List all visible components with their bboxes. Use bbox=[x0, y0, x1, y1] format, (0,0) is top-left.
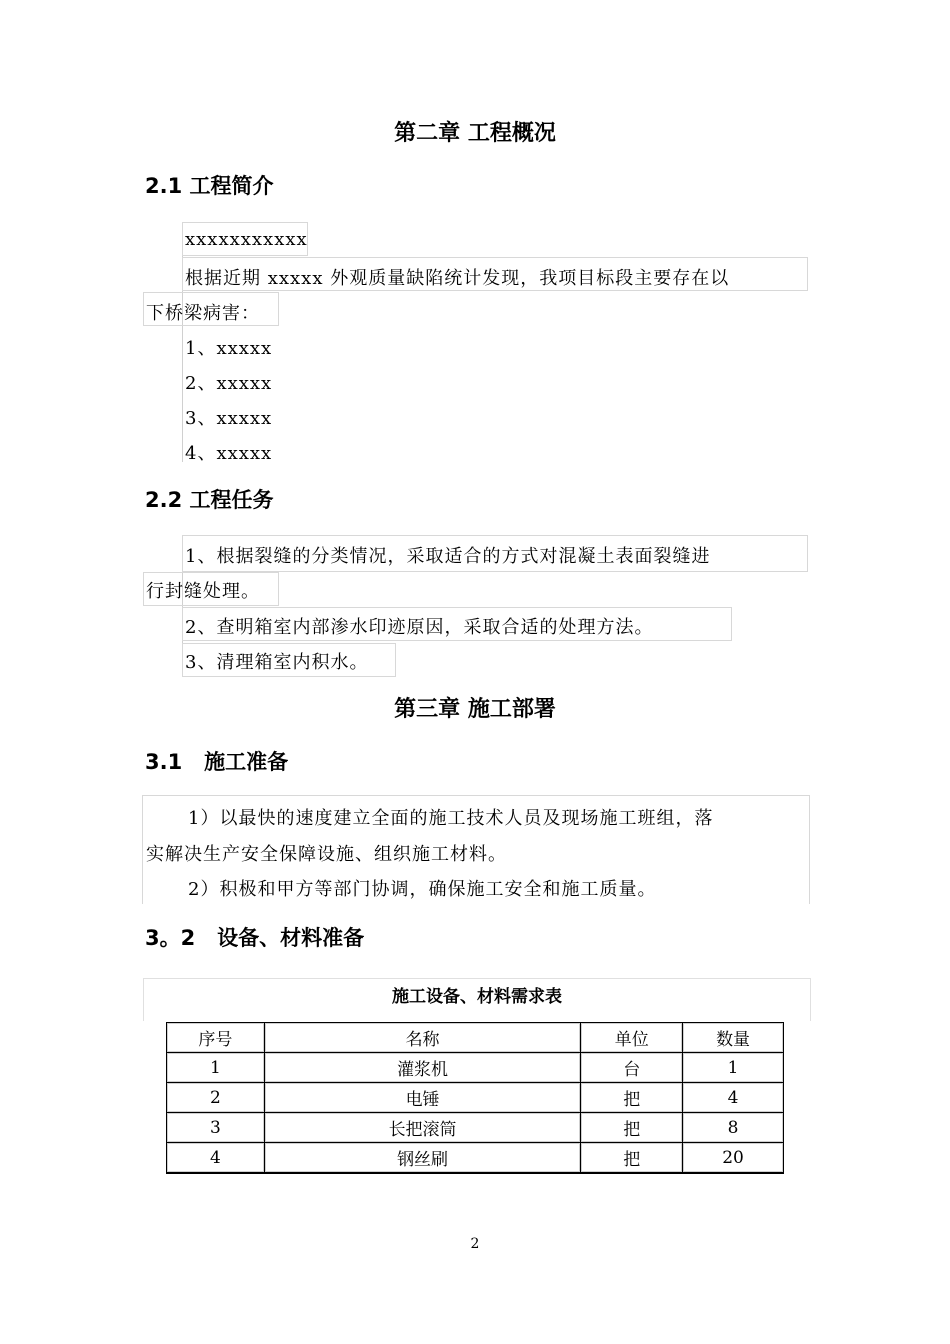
cell-index: 2 bbox=[167, 1083, 265, 1113]
task-line: 1、根据裂缝的分类情况，采取适合的方式对混凝土表面裂缝进 bbox=[185, 546, 711, 567]
table-row bbox=[167, 1083, 784, 1113]
cell-unit: 把 bbox=[581, 1083, 683, 1113]
cell-unit: 台 bbox=[581, 1053, 683, 1083]
prep-line: 1）以最快的速度建立全面的施工技术人员及现场施工班组，落 bbox=[188, 808, 714, 829]
cell-unit: 把 bbox=[581, 1143, 683, 1174]
frame-rule bbox=[182, 535, 183, 677]
header-quantity: 数量 bbox=[683, 1023, 784, 1053]
chapter-3-title: 第三章 施工部署 bbox=[394, 697, 556, 722]
cell-name: 钢丝刷 bbox=[264, 1143, 580, 1174]
page-number: 2 bbox=[470, 1236, 480, 1252]
table-caption: 施工设备、材料需求表 bbox=[143, 978, 811, 1021]
intro-line: xxxxxxxxxxx bbox=[185, 229, 308, 250]
prep-line: 实解决生产安全保障设施、组织施工材料。 bbox=[146, 844, 507, 865]
section-3-2-heading: 3。2 设备、材料准备 bbox=[145, 926, 365, 950]
intro-paragraph-line-2: 下桥梁病害： bbox=[146, 303, 260, 324]
table-row bbox=[167, 1053, 784, 1083]
header-index: 序号 bbox=[167, 1023, 265, 1053]
cell-quantity: 1 bbox=[683, 1053, 784, 1083]
section-2-2-heading: 2.2 工程任务 bbox=[145, 488, 274, 512]
cell-index: 1 bbox=[167, 1053, 265, 1083]
section-2-1-heading: 2.1 工程简介 bbox=[145, 174, 274, 198]
requirements-table bbox=[166, 1022, 784, 1174]
table-header-row bbox=[167, 1023, 784, 1053]
frame-rule bbox=[182, 222, 183, 462]
prep-line: 2）积极和甲方等部门协调，确保施工安全和施工质量。 bbox=[188, 879, 657, 900]
intro-paragraph-line-1: 根据近期 xxxxx 外观质量缺陷统计发现，我项目标段主要存在以 bbox=[185, 268, 730, 289]
header-unit: 单位 bbox=[581, 1023, 683, 1053]
cell-name: 长把滚筒 bbox=[264, 1113, 580, 1143]
cell-quantity: 8 bbox=[683, 1113, 784, 1143]
task-line: 2、查明箱室内部渗水印迹原因，采取合适的处理方法。 bbox=[185, 617, 654, 638]
section-3-1-heading: 3.1 施工准备 bbox=[145, 750, 289, 774]
task-line: 行封缝处理。 bbox=[146, 581, 260, 602]
list-item: 4、xxxxx bbox=[185, 443, 273, 464]
cell-name: 灌浆机 bbox=[264, 1053, 580, 1083]
table-row bbox=[167, 1113, 784, 1143]
cell-quantity: 20 bbox=[683, 1143, 784, 1174]
cell-unit: 把 bbox=[581, 1113, 683, 1143]
cell-index: 3 bbox=[167, 1113, 265, 1143]
list-item: 3、xxxxx bbox=[185, 408, 273, 429]
list-item: 1、xxxxx bbox=[185, 338, 273, 359]
cell-quantity: 4 bbox=[683, 1083, 784, 1113]
list-item: 2、xxxxx bbox=[185, 373, 273, 394]
cell-name: 电锤 bbox=[264, 1083, 580, 1113]
chapter-2-title: 第二章 工程概况 bbox=[394, 121, 556, 146]
task-line: 3、清理箱室内积水。 bbox=[185, 652, 369, 673]
table-row bbox=[167, 1143, 784, 1174]
header-name: 名称 bbox=[264, 1023, 580, 1053]
cell-index: 4 bbox=[167, 1143, 265, 1174]
